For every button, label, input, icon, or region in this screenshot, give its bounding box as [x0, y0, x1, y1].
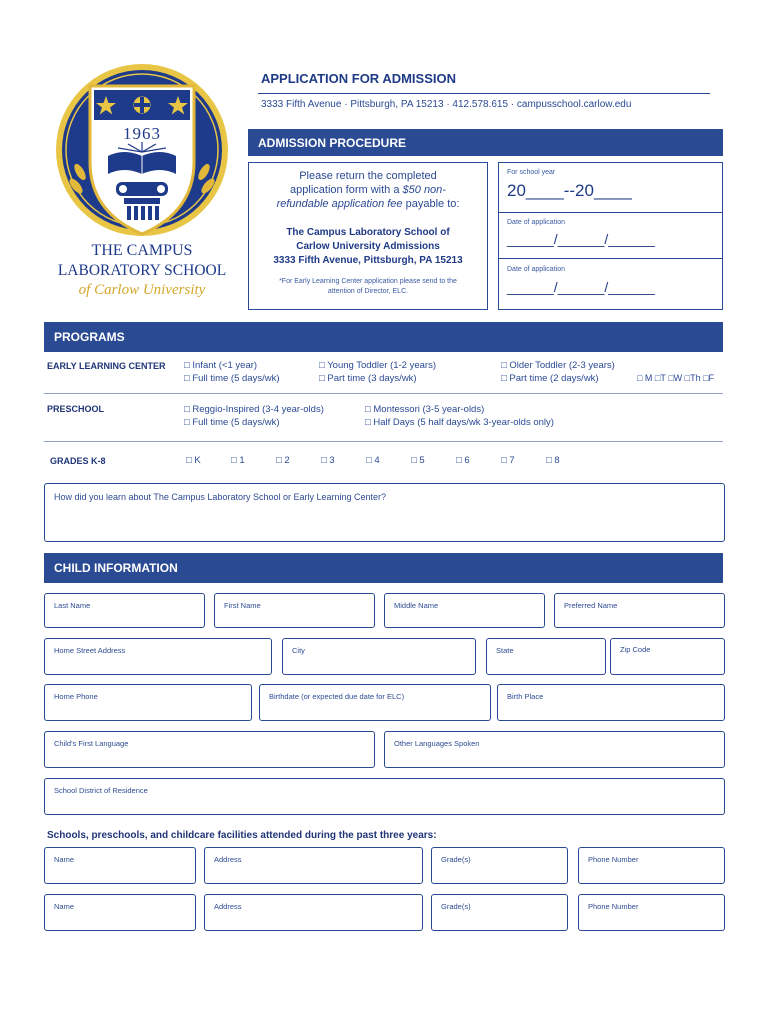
grade-k-checkbox[interactable]: □ K	[186, 455, 201, 466]
school-district-field[interactable]	[44, 778, 725, 815]
grade-6-checkbox[interactable]: □ 6	[456, 455, 470, 466]
school1-name-field[interactable]	[44, 847, 196, 884]
preschool-montessori-checkbox[interactable]: □ Montessori (3-5 year-olds)	[365, 404, 485, 415]
procedure-line3	[248, 198, 488, 210]
first-language-field[interactable]	[44, 731, 375, 768]
school2-address-label: Address	[214, 902, 242, 911]
school1-phone-field[interactable]	[578, 847, 725, 884]
programs-bar: PROGRAMS	[44, 322, 723, 352]
school2-phone-field[interactable]	[578, 894, 725, 931]
child-information-bar: CHILD INFORMATION	[44, 553, 723, 583]
first-name-field[interactable]	[214, 593, 375, 628]
elc-note-line2: attention of Director, ELC.	[327, 288, 409, 295]
elc-parttime2-checkbox[interactable]: □ Part time (2 days/wk)	[501, 373, 599, 384]
first-language-label: Child's First Language	[54, 739, 129, 748]
logo-name-line1: THE CAMPUS	[91, 242, 193, 259]
grade-2-checkbox[interactable]: □ 2	[276, 455, 290, 466]
date-of-application-field-2[interactable]: ______/______/______	[507, 279, 655, 295]
middle-name-label: Middle Name	[394, 601, 439, 610]
elc-days-checkboxes[interactable]: □ M □T □W □Th □F	[637, 373, 715, 383]
preschool-label: PRESCHOOL	[47, 404, 105, 414]
school1-address-field[interactable]	[204, 847, 423, 884]
city-label: City	[292, 646, 305, 655]
state-field[interactable]	[486, 638, 606, 675]
procedure-line2a: application form with a	[290, 184, 403, 196]
payee-line1: The Campus Laboratory School of	[286, 227, 450, 238]
grade-7-checkbox[interactable]: □ 7	[501, 455, 515, 466]
school-logo	[44, 62, 240, 306]
elc-parttime3-checkbox[interactable]: □ Part time (3 days/wk)	[319, 373, 417, 384]
date-of-application-field-1[interactable]: ______/______/______	[507, 231, 655, 247]
birthdate-field[interactable]	[259, 684, 491, 721]
how-did-you-learn-label: How did you learn about The Campus Laboratory School or Early Learning Center?	[54, 492, 387, 502]
logo-year: 1963	[123, 124, 161, 143]
first-name-label: First Name	[224, 601, 261, 610]
elc-older-toddler-checkbox[interactable]: □ Older Toddler (2-3 years)	[501, 360, 615, 371]
city-field[interactable]	[282, 638, 476, 675]
form-title: APPLICATION FOR ADMISSION	[261, 71, 456, 86]
birth-place-field[interactable]	[497, 684, 725, 721]
shield-crest-icon	[44, 62, 240, 242]
home-phone-label: Home Phone	[54, 692, 98, 701]
payee-line2: Carlow University Admissions	[296, 241, 440, 252]
school2-name-label: Name	[54, 902, 75, 911]
school1-grade-label: Grade(s)	[441, 855, 471, 864]
payee-line3: 3333 Fifth Avenue, Pittsburgh, PA 15213	[273, 255, 463, 266]
school2-grade-label: Grade(s)	[441, 902, 471, 911]
date-divider	[498, 258, 723, 259]
elc-label: EARLY LEARNING CENTER	[47, 361, 166, 371]
procedure-line1: Please return the completed	[299, 170, 437, 182]
grade-3-checkbox[interactable]: □ 3	[321, 455, 335, 466]
how-did-you-learn-field[interactable]	[44, 483, 725, 542]
preschool-halfdays-checkbox[interactable]: □ Half Days (5 half days/wk 3-year-olds only)	[365, 417, 554, 428]
zip-code-field[interactable]	[610, 638, 725, 675]
preschool-divider	[44, 441, 723, 442]
preferred-name-field[interactable]	[554, 593, 725, 628]
prior-schools-heading: Schools, preschools, and childcare facilities attended during the past three years:	[47, 830, 437, 841]
date-of-application-label-1: Date of application	[507, 219, 565, 226]
school2-address-field[interactable]	[204, 894, 423, 931]
grade-4-checkbox[interactable]: □ 4	[366, 455, 380, 466]
logo-name-line2: LABORATORY SCHOOL	[57, 262, 227, 279]
admission-procedure-bar: ADMISSION PROCEDURE	[248, 129, 723, 156]
title-divider	[258, 93, 710, 94]
school-address: 3333 Fifth Avenue · Pittsburgh, PA 15213 · 412.578.615 · campusschool.carlow.edu	[261, 99, 632, 110]
preschool-fulltime-checkbox[interactable]: □ Full time (5 days/wk)	[184, 417, 280, 428]
procedure-line2b: $50 non-	[402, 184, 446, 196]
school-district-label: School District of Residence	[54, 786, 148, 795]
date-of-application-label-2: Date of application	[507, 266, 565, 273]
birth-place-label: Birth Place	[507, 692, 544, 701]
zip-code-label: Zip Code	[620, 645, 651, 654]
school1-grade-field[interactable]	[431, 847, 568, 884]
elc-note-line1: *For Early Learning Center application please send to the	[279, 278, 457, 285]
elc-fulltime-checkbox[interactable]: □ Full time (5 days/wk)	[184, 373, 280, 384]
elc-divider	[44, 393, 723, 394]
procedure-line3a: refundable application fee	[276, 198, 403, 210]
school1-name-label: Name	[54, 855, 75, 864]
home-phone-field[interactable]	[44, 684, 252, 721]
middle-name-field[interactable]	[384, 593, 545, 628]
birthdate-label: Birthdate (or expected due date for ELC)	[269, 692, 405, 701]
school2-name-field[interactable]	[44, 894, 196, 931]
school-year-label: For school year	[507, 169, 556, 176]
school2-grade-field[interactable]	[431, 894, 568, 931]
school-year-divider	[498, 212, 723, 213]
other-languages-field[interactable]	[384, 731, 725, 768]
logo-name-line3: of Carlow University	[78, 282, 206, 298]
state-label: State	[496, 646, 514, 655]
home-street-address-label: Home Street Address	[54, 646, 126, 655]
elc-young-toddler-checkbox[interactable]: □ Young Toddler (1-2 years)	[319, 360, 436, 371]
other-languages-label: Other Languages Spoken	[394, 739, 480, 748]
home-street-address-field[interactable]	[44, 638, 272, 675]
school1-phone-label: Phone Number	[588, 855, 639, 864]
preferred-name-label: Preferred Name	[564, 601, 618, 610]
last-name-field[interactable]	[44, 593, 205, 628]
preschool-reggio-checkbox[interactable]: □ Reggio-Inspired (3-4 year-olds)	[184, 404, 324, 415]
grade-1-checkbox[interactable]: □ 1	[231, 455, 245, 466]
last-name-label: Last Name	[54, 601, 91, 610]
procedure-line2	[248, 184, 488, 196]
grades-label: GRADES K-8	[50, 456, 106, 466]
school-year-field[interactable]: 20____--20____	[507, 181, 632, 200]
grade-5-checkbox[interactable]: □ 5	[411, 455, 425, 466]
school1-address-label: Address	[214, 855, 242, 864]
grade-8-checkbox[interactable]: □ 8	[546, 455, 560, 466]
procedure-line3b: payable to:	[402, 198, 460, 210]
school2-phone-label: Phone Number	[588, 902, 639, 911]
elc-infant-checkbox[interactable]: □ Infant (<1 year)	[184, 360, 258, 371]
